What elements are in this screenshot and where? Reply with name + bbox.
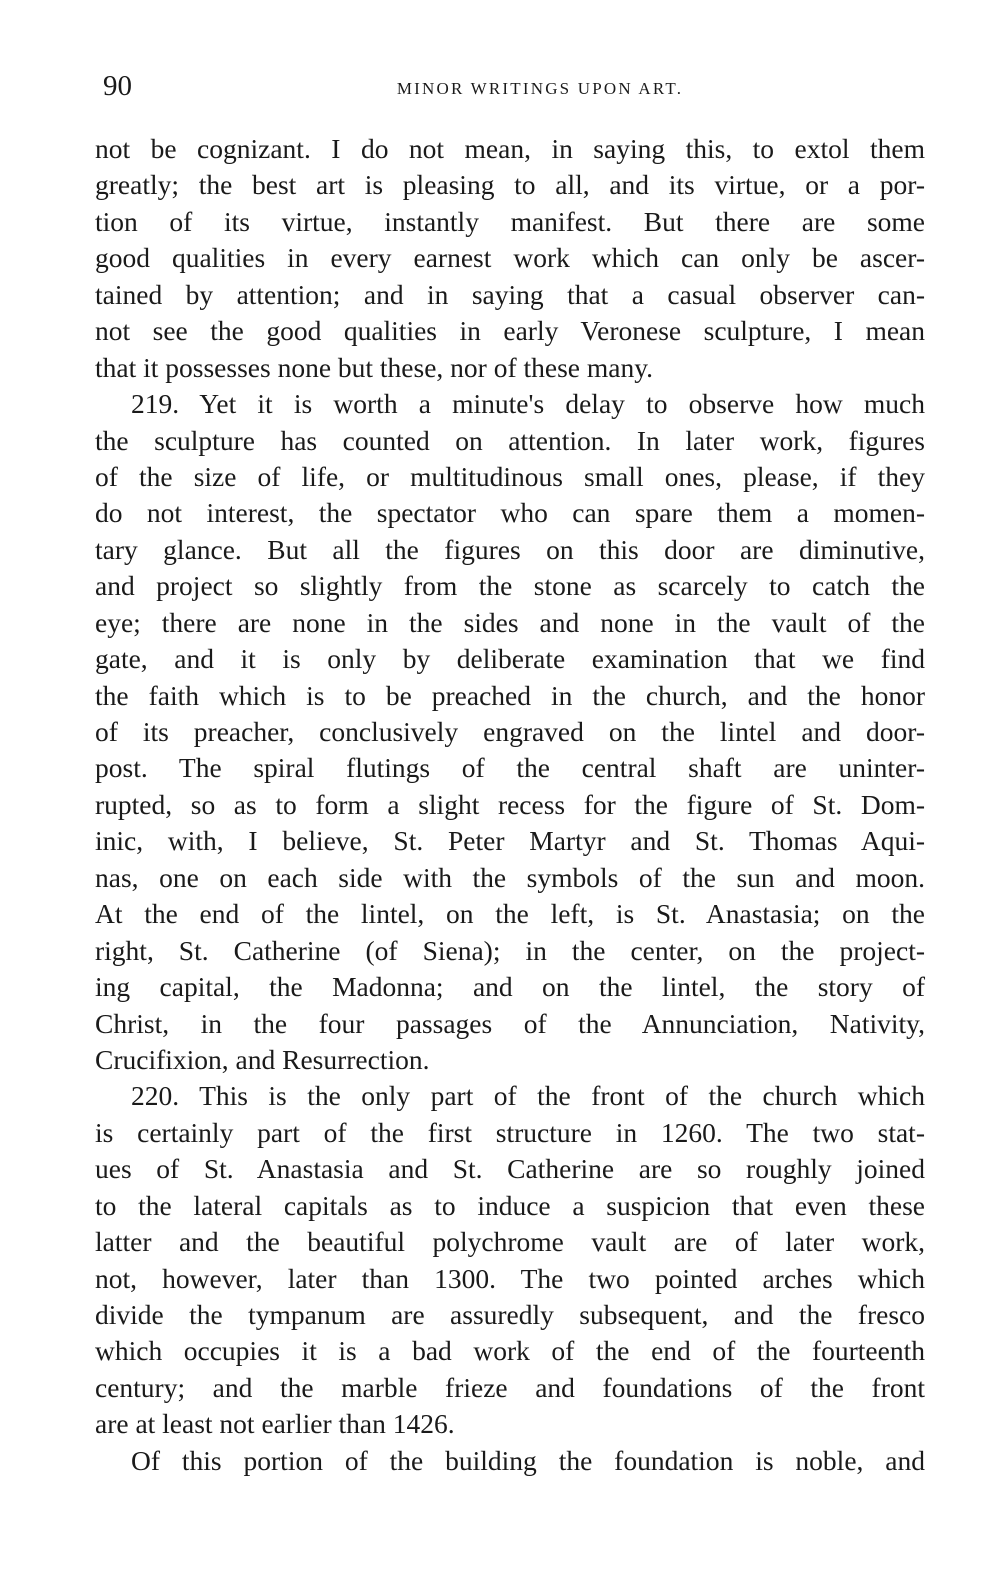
text-line: Crucifixion, and Resurrection. bbox=[95, 1043, 430, 1075]
text-line: the sculpture has counted on attention. In later work, figures bbox=[95, 424, 925, 456]
text-line: ing capital, the Madonna; and on the lintel, the story of bbox=[95, 971, 925, 1003]
text-line: 220. This is the only part of the front of the church which bbox=[131, 1080, 925, 1112]
text-line: Of this portion of the building the foundation is noble, and bbox=[131, 1444, 925, 1476]
text-line: century; and the marble frieze and foundations of the front bbox=[95, 1371, 925, 1403]
text-line: tained by attention; and in saying that a casual observer can- bbox=[95, 278, 925, 310]
text-line: is certainly part of the first structure in 1260. The two stat- bbox=[95, 1116, 925, 1148]
text-line: tary glance. But all the figures on this door are diminutive, bbox=[95, 533, 925, 565]
text-line: nas, one on each side with the symbols of the sun and moon. bbox=[95, 861, 925, 893]
text-line: not be cognizant. I do not mean, in saying this, to extol them bbox=[95, 133, 925, 164]
text-line: 219. Yet it is worth a minute's delay to observe how much bbox=[131, 388, 925, 420]
text-line: rupted, so as to form a slight recess for the figure of St. Dom- bbox=[95, 788, 925, 820]
text-line: not see the good qualities in early Veronese sculpture, I mean bbox=[95, 315, 925, 347]
text-line: inic, with, I believe, St. Peter Martyr and St. Thomas Aqui- bbox=[95, 825, 925, 857]
text-line: divide the tympanum are assuredly subsequent, and the fresco bbox=[95, 1299, 925, 1330]
running-head: MINOR WRITINGS UPON ART. bbox=[396, 79, 684, 98]
text-line: do not interest, the spectator who can spare them a momen- bbox=[95, 497, 925, 529]
text-line: the faith which is to be preached in the church, and the honor bbox=[95, 679, 925, 711]
text-line: right, St. Catherine (of Siena); in the center, on the project- bbox=[95, 934, 925, 966]
text-line: to the lateral capitals as to induce a suspicion that even these bbox=[95, 1189, 925, 1221]
text-line: gate, and it is only by deliberate examination that we find bbox=[95, 643, 925, 675]
page-number: 90 bbox=[103, 70, 132, 102]
text-line: not, however, later than 1300. The two pointed arches which bbox=[95, 1262, 925, 1294]
text-line: that it possesses none but these, nor of these many. bbox=[95, 351, 654, 383]
text-line: of its preacher, conclusively engraved on the lintel and door- bbox=[95, 716, 925, 747]
text-line: latter and the beautiful polychrome vault are of later work, bbox=[95, 1226, 925, 1258]
text-line: and project so slightly from the stone as scarcely to catch the bbox=[95, 570, 925, 602]
text-line: tion of its virtue, instantly manifest. But there are some bbox=[95, 205, 925, 237]
text-line: are at least not earlier than 1426. bbox=[95, 1408, 455, 1440]
text-line: of the size of life, or multitudinous small ones, please, if they bbox=[95, 460, 925, 492]
text-line: Christ, in the four passages of the Annunciation, Nativity, bbox=[95, 1007, 925, 1039]
text-line: post. The spiral flutings of the central shaft are uninter- bbox=[95, 752, 925, 784]
text-line: which occupies it is a bad work of the end of the fourteenth bbox=[95, 1335, 925, 1367]
text-line: eye; there are none in the sides and none in the vault of the bbox=[95, 606, 925, 638]
text-line: greatly; the best art is pleasing to all, and its virtue, or a por- bbox=[95, 169, 925, 201]
text-line: At the end of the lintel, on the left, is St. Anastasia; on the bbox=[95, 898, 925, 930]
page-header bbox=[95, 66, 925, 106]
text-line: ues of St. Anastasia and St. Catherine are so roughly joined bbox=[95, 1153, 925, 1185]
text-line: good qualities in every earnest work which can only be ascer- bbox=[95, 242, 925, 274]
body-text bbox=[95, 131, 925, 1479]
